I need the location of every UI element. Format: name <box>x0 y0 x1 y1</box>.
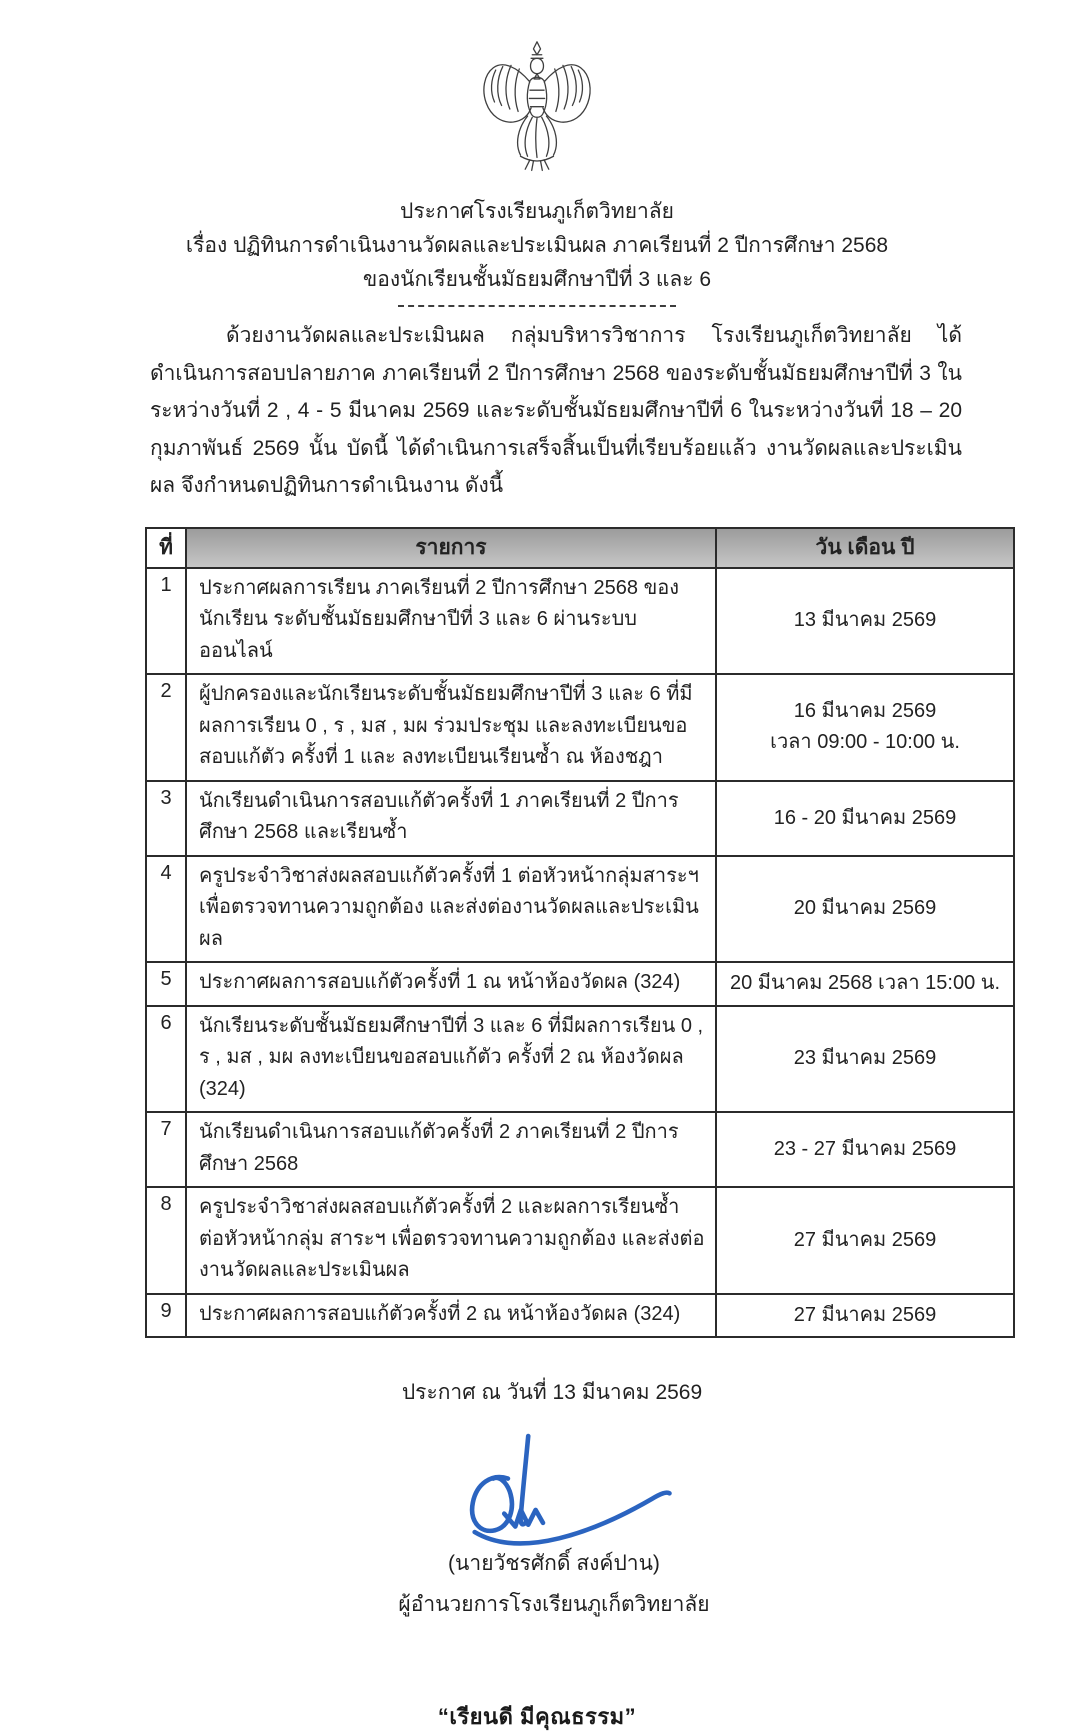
table-row <box>146 781 1014 856</box>
row-date: 23 มีนาคม 2569 <box>716 1006 1014 1113</box>
announcement-org-line: ประกาศโรงเรียนภูเก็ตวิทยาลัย <box>400 200 674 223</box>
row-date: 20 มีนาคม 2568 เวลา 15:00 น. <box>716 962 1014 1006</box>
table-row <box>146 1187 1014 1294</box>
table-row <box>146 568 1014 675</box>
row-no: 5 <box>146 962 186 1006</box>
row-item: ครูประจำวิชาส่งผลสอบแก้ตัวครั้งที่ 2 และผลการเรียนซ้ำ ต่อหัวหน้ากลุ่ม สาระฯ เพื่อตรวจทานความถูกต้อง และส่งต่องานวัดผลและประเมินผล <box>186 1187 716 1294</box>
row-no: 7 <box>146 1112 186 1187</box>
title-separator <box>398 305 676 307</box>
announcement-subject-line: เรื่อง ปฏิทินการดำเนินงานวัดผลและประเมินผล ภาคเรียนที่ 2 ปีการศึกษา 2568 <box>185 234 889 257</box>
school-motto: “เรียนดี มีคุณธรรม” <box>437 1704 637 1729</box>
emblem-container <box>0 0 1074 191</box>
table-row <box>146 1006 1014 1113</box>
signature-ink-icon <box>447 1425 687 1545</box>
row-item: ประกาศผลการเรียน ภาคเรียนที่ 2 ปีการศึกษา 2568 ของนักเรียน ระดับชั้นมัธยมศึกษาปีที่ 3 และ 6 ผ่านระบบออนไลน์ <box>186 568 716 675</box>
row-no: 9 <box>146 1294 186 1338</box>
row-item: ประกาศผลการสอบแก้ตัวครั้งที่ 1 ณ หน้าห้องวัดผล (324) <box>186 962 716 1006</box>
garuda-emblem-icon <box>478 38 596 186</box>
header-item: รายการ <box>186 528 716 568</box>
row-item: ครูประจำวิชาส่งผลสอบแก้ตัวครั้งที่ 1 ต่อหัวหน้ากลุ่มสาระฯ เพื่อตรวจทานความถูกต้อง และส่งต่องานวัดผลและประเมินผล <box>186 856 716 963</box>
schedule-table-header <box>146 528 1014 568</box>
announcement-scope-line: ของนักเรียนชั้นมัธยมศึกษาปีที่ 3 และ 6 <box>362 268 712 291</box>
row-no: 2 <box>146 674 186 781</box>
row-item: ผู้ปกครองและนักเรียนระดับชั้นมัธยมศึกษาปีที่ 3 และ 6 ที่มีผลการเรียน 0 , ร , มส , มผ ร่วมประชุม และลงทะเบียนขอสอบแก้ตัว ครั้งที่ 1 และ ลงทะเบียนเรียนซ้ำ ณ ห้องชฎา <box>186 674 716 781</box>
header-date: วัน เดือน ปี <box>716 528 1014 568</box>
row-no: 4 <box>146 856 186 963</box>
signer-name: (นายวัชรศักดิ์ สงค์ปาน) <box>448 1552 660 1575</box>
table-row <box>146 856 1014 963</box>
title-block <box>0 195 1074 297</box>
row-date: 16 มีนาคม 2569 เวลา 09:00 - 10:00 น. <box>716 674 1014 781</box>
table-row <box>146 1112 1014 1187</box>
row-date: 20 มีนาคม 2569 <box>716 856 1014 963</box>
row-date: 16 - 20 มีนาคม 2569 <box>716 781 1014 856</box>
row-date: 23 - 27 มีนาคม 2569 <box>716 1112 1014 1187</box>
row-no: 1 <box>146 568 186 675</box>
issued-date-line: ประกาศ ณ วันที่ 13 มีนาคม 2569 <box>401 1381 703 1404</box>
row-item: นักเรียนระดับชั้นมัธยมศึกษาปีที่ 3 และ 6 ที่มีผลการเรียน 0 , ร , มส , มผ ลงทะเบียนขอสอบแก้ตัว ครั้งที่ 2 ณ ห้องวัดผล (324) <box>186 1006 716 1113</box>
signature-container <box>0 1425 1074 1547</box>
row-item: ประกาศผลการสอบแก้ตัวครั้งที่ 2 ณ หน้าห้องวัดผล (324) <box>186 1294 716 1338</box>
row-no: 6 <box>146 1006 186 1113</box>
table-row <box>146 674 1014 781</box>
row-date: 27 มีนาคม 2569 <box>716 1187 1014 1294</box>
schedule-table <box>145 527 1015 1339</box>
table-row <box>146 1294 1014 1338</box>
schedule-table-body <box>146 568 1014 1338</box>
row-item: นักเรียนดำเนินการสอบแก้ตัวครั้งที่ 2 ภาคเรียนที่ 2 ปีการศึกษา 2568 <box>186 1112 716 1187</box>
row-no: 8 <box>146 1187 186 1294</box>
header-no: ที่ <box>146 528 186 568</box>
row-no: 3 <box>146 781 186 856</box>
row-date: 13 มีนาคม 2569 <box>716 568 1014 675</box>
row-item: นักเรียนดำเนินการสอบแก้ตัวครั้งที่ 1 ภาคเรียนที่ 2 ปีการศึกษา 2568 และเรียนซ้ำ <box>186 781 716 856</box>
table-row <box>146 962 1014 1006</box>
row-date: 27 มีนาคม 2569 <box>716 1294 1014 1338</box>
signer-title: ผู้อำนวยการโรงเรียนภูเก็ตวิทยาลัย <box>398 1593 710 1616</box>
body-paragraph: ด้วยงานวัดผลและประเมินผล กลุ่มบริหารวิชาการ โรงเรียนภูเก็ตวิทยาลัย ได้ดำเนินการสอบปลายภาค ภาคเรียนที่ 2 ปีการศึกษา 2568 ของระดับชั้นมัธยมศึกษาปีที่ 3 ในระหว่างวันที่ 2 , 4 - 5 มีนาคม 2569 และระดับชั้นมัธยมศึกษาปีที่ 6 ในระหว่างวันที่ 18 – 20 กุมภาพันธ์ 2569 นั้น บัดนี้ ได้ดำเนินการเสร็จสิ้นเป็นที่เรียบร้อยแล้ว งานวัดผลและประเมินผล จึงกำหนดปฏิทินการดำเนินงาน ดังนี้ <box>150 324 962 497</box>
